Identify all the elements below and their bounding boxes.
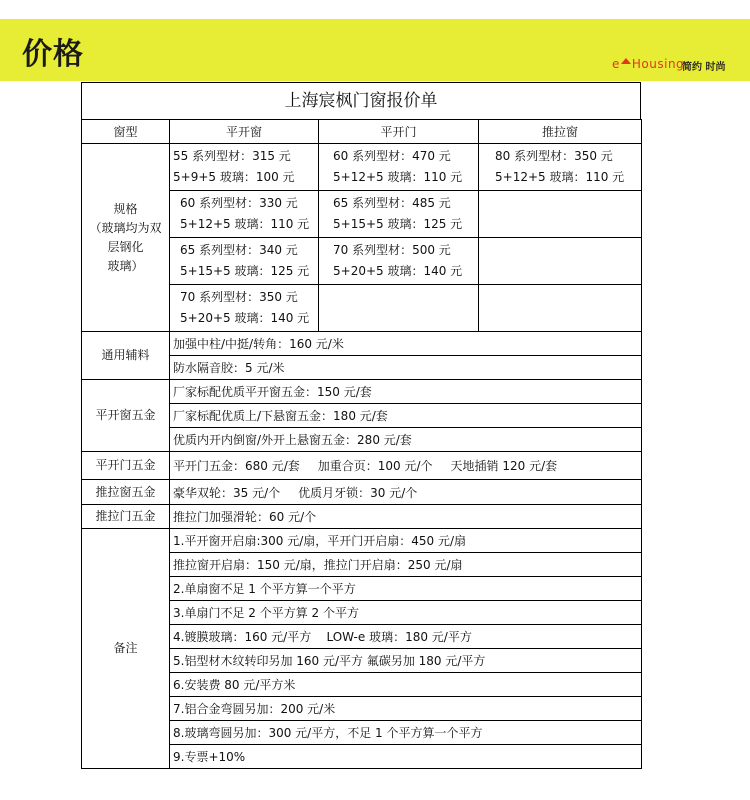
casement-window-hw-label: 平开窗五金 — [82, 380, 170, 452]
casement-door-hw-label: 平开门五金 — [82, 452, 170, 480]
accessories-row: 通用辅料 加强中柱/中挺/转角：160 元/米 — [82, 332, 642, 356]
col-header-casement-door: 平开门 — [319, 120, 479, 144]
sliding-door-hw-label: 推拉门五金 — [82, 505, 170, 529]
spec-cell: 70 系列型材：350 元 5+20+5 玻璃：140 元 — [170, 285, 319, 332]
spec-cell: 65 系列型材：485 元 5+15+5 玻璃：125 元 — [319, 191, 479, 238]
notes-row: 8.玻璃弯圆另加：300 元/平方，不足 1 个平方算一个平方 — [82, 721, 642, 745]
spec-cell: 80 系列型材：350 元 5+12+5 玻璃：110 元 — [479, 144, 642, 191]
spec-cell-empty — [479, 191, 642, 238]
house-icon — [621, 58, 631, 64]
spec-cell-empty — [319, 285, 479, 332]
brand-tagline: 简约 时尚 — [682, 62, 726, 73]
notes-row: 4.镀膜玻璃：160 元/平方 LOW-e 玻璃：180 元/平方 — [82, 625, 642, 649]
spec-cell: 70 系列型材：500 元 5+20+5 玻璃：140 元 — [319, 238, 479, 285]
notes-row: 6.安装费 80 元/平方米 — [82, 673, 642, 697]
spec-label: 规格 （玻璃均为双 层钢化 玻璃） — [82, 144, 170, 332]
casement-window-hw-row: 优质内开内倒窗/外开上悬窗五金：280 元/套 — [82, 428, 642, 452]
spec-row — [82, 144, 642, 191]
spec-cell: 65 系列型材：340 元 5+15+5 玻璃：125 元 — [170, 238, 319, 285]
notes-label: 备注 — [82, 529, 170, 769]
banner-title: 价格 — [22, 37, 84, 72]
col-header-sliding-window: 推拉窗 — [479, 120, 642, 144]
sheet-title: 上海宸枫门窗报价单 — [81, 82, 641, 120]
notes-row: 3.单扇门不足 2 个平方算 2 个平方 — [82, 601, 642, 625]
notes-row: 推拉窗开启扇：150 元/扇，推拉门开启扇：250 元/扇 — [82, 553, 642, 577]
spec-cell-empty — [479, 285, 642, 332]
notes-row: 9.专票+10% — [82, 745, 642, 769]
casement-window-hw-row: 厂家标配优质上/下悬窗五金：180 元/套 — [82, 404, 642, 428]
spec-cell: 60 系列型材：470 元 5+12+5 玻璃：110 元 — [319, 144, 479, 191]
spec-cell-empty — [479, 238, 642, 285]
brand-prefix: e — [612, 57, 620, 71]
quote-sheet — [81, 82, 641, 772]
spec-cell: 55 系列型材：315 元 5+9+5 玻璃：100 元 — [170, 144, 319, 191]
casement-door-hw-row: 平开门五金 平开门五金：680 元/套 加重合页：100 元/个 天地插销 120 元/套 — [82, 452, 642, 480]
accessories-label: 通用辅料 — [82, 332, 170, 380]
notes-row: 备注 1.平开窗开启扇:300 元/扇，平开门开启扇：450 元/扇 — [82, 529, 642, 553]
col-header-casement-window: 平开窗 — [170, 120, 319, 144]
sliding-window-hw-row: 推拉窗五金 豪华双轮：35 元/个 优质月牙锁：30 元/个 — [82, 480, 642, 505]
spec-cell: 60 系列型材：330 元 5+12+5 玻璃：110 元 — [170, 191, 319, 238]
sliding-door-hw-row: 推拉门五金 推拉门加强滑轮：60 元/个 — [82, 505, 642, 529]
quote-table — [81, 119, 642, 769]
sliding-window-hw-label: 推拉窗五金 — [82, 480, 170, 505]
notes-row: 7.铝合金弯圆另加：200 元/米 — [82, 697, 642, 721]
header-row — [82, 120, 642, 144]
accessories-row: 防水隔音胶：5 元/米 — [82, 356, 642, 380]
notes-row: 2.单扇窗不足 1 个平方算一个平方 — [82, 577, 642, 601]
casement-window-hw-row: 平开窗五金 厂家标配优质平开窗五金：150 元/套 — [82, 380, 642, 404]
brand-logo — [612, 57, 684, 71]
brand-name: Housing — [631, 57, 685, 71]
header-banner — [0, 19, 750, 81]
col-header-type: 窗型 — [82, 120, 170, 144]
notes-row: 5.铝型材木纹转印另加 160 元/平方 氟碳另加 180 元/平方 — [82, 649, 642, 673]
